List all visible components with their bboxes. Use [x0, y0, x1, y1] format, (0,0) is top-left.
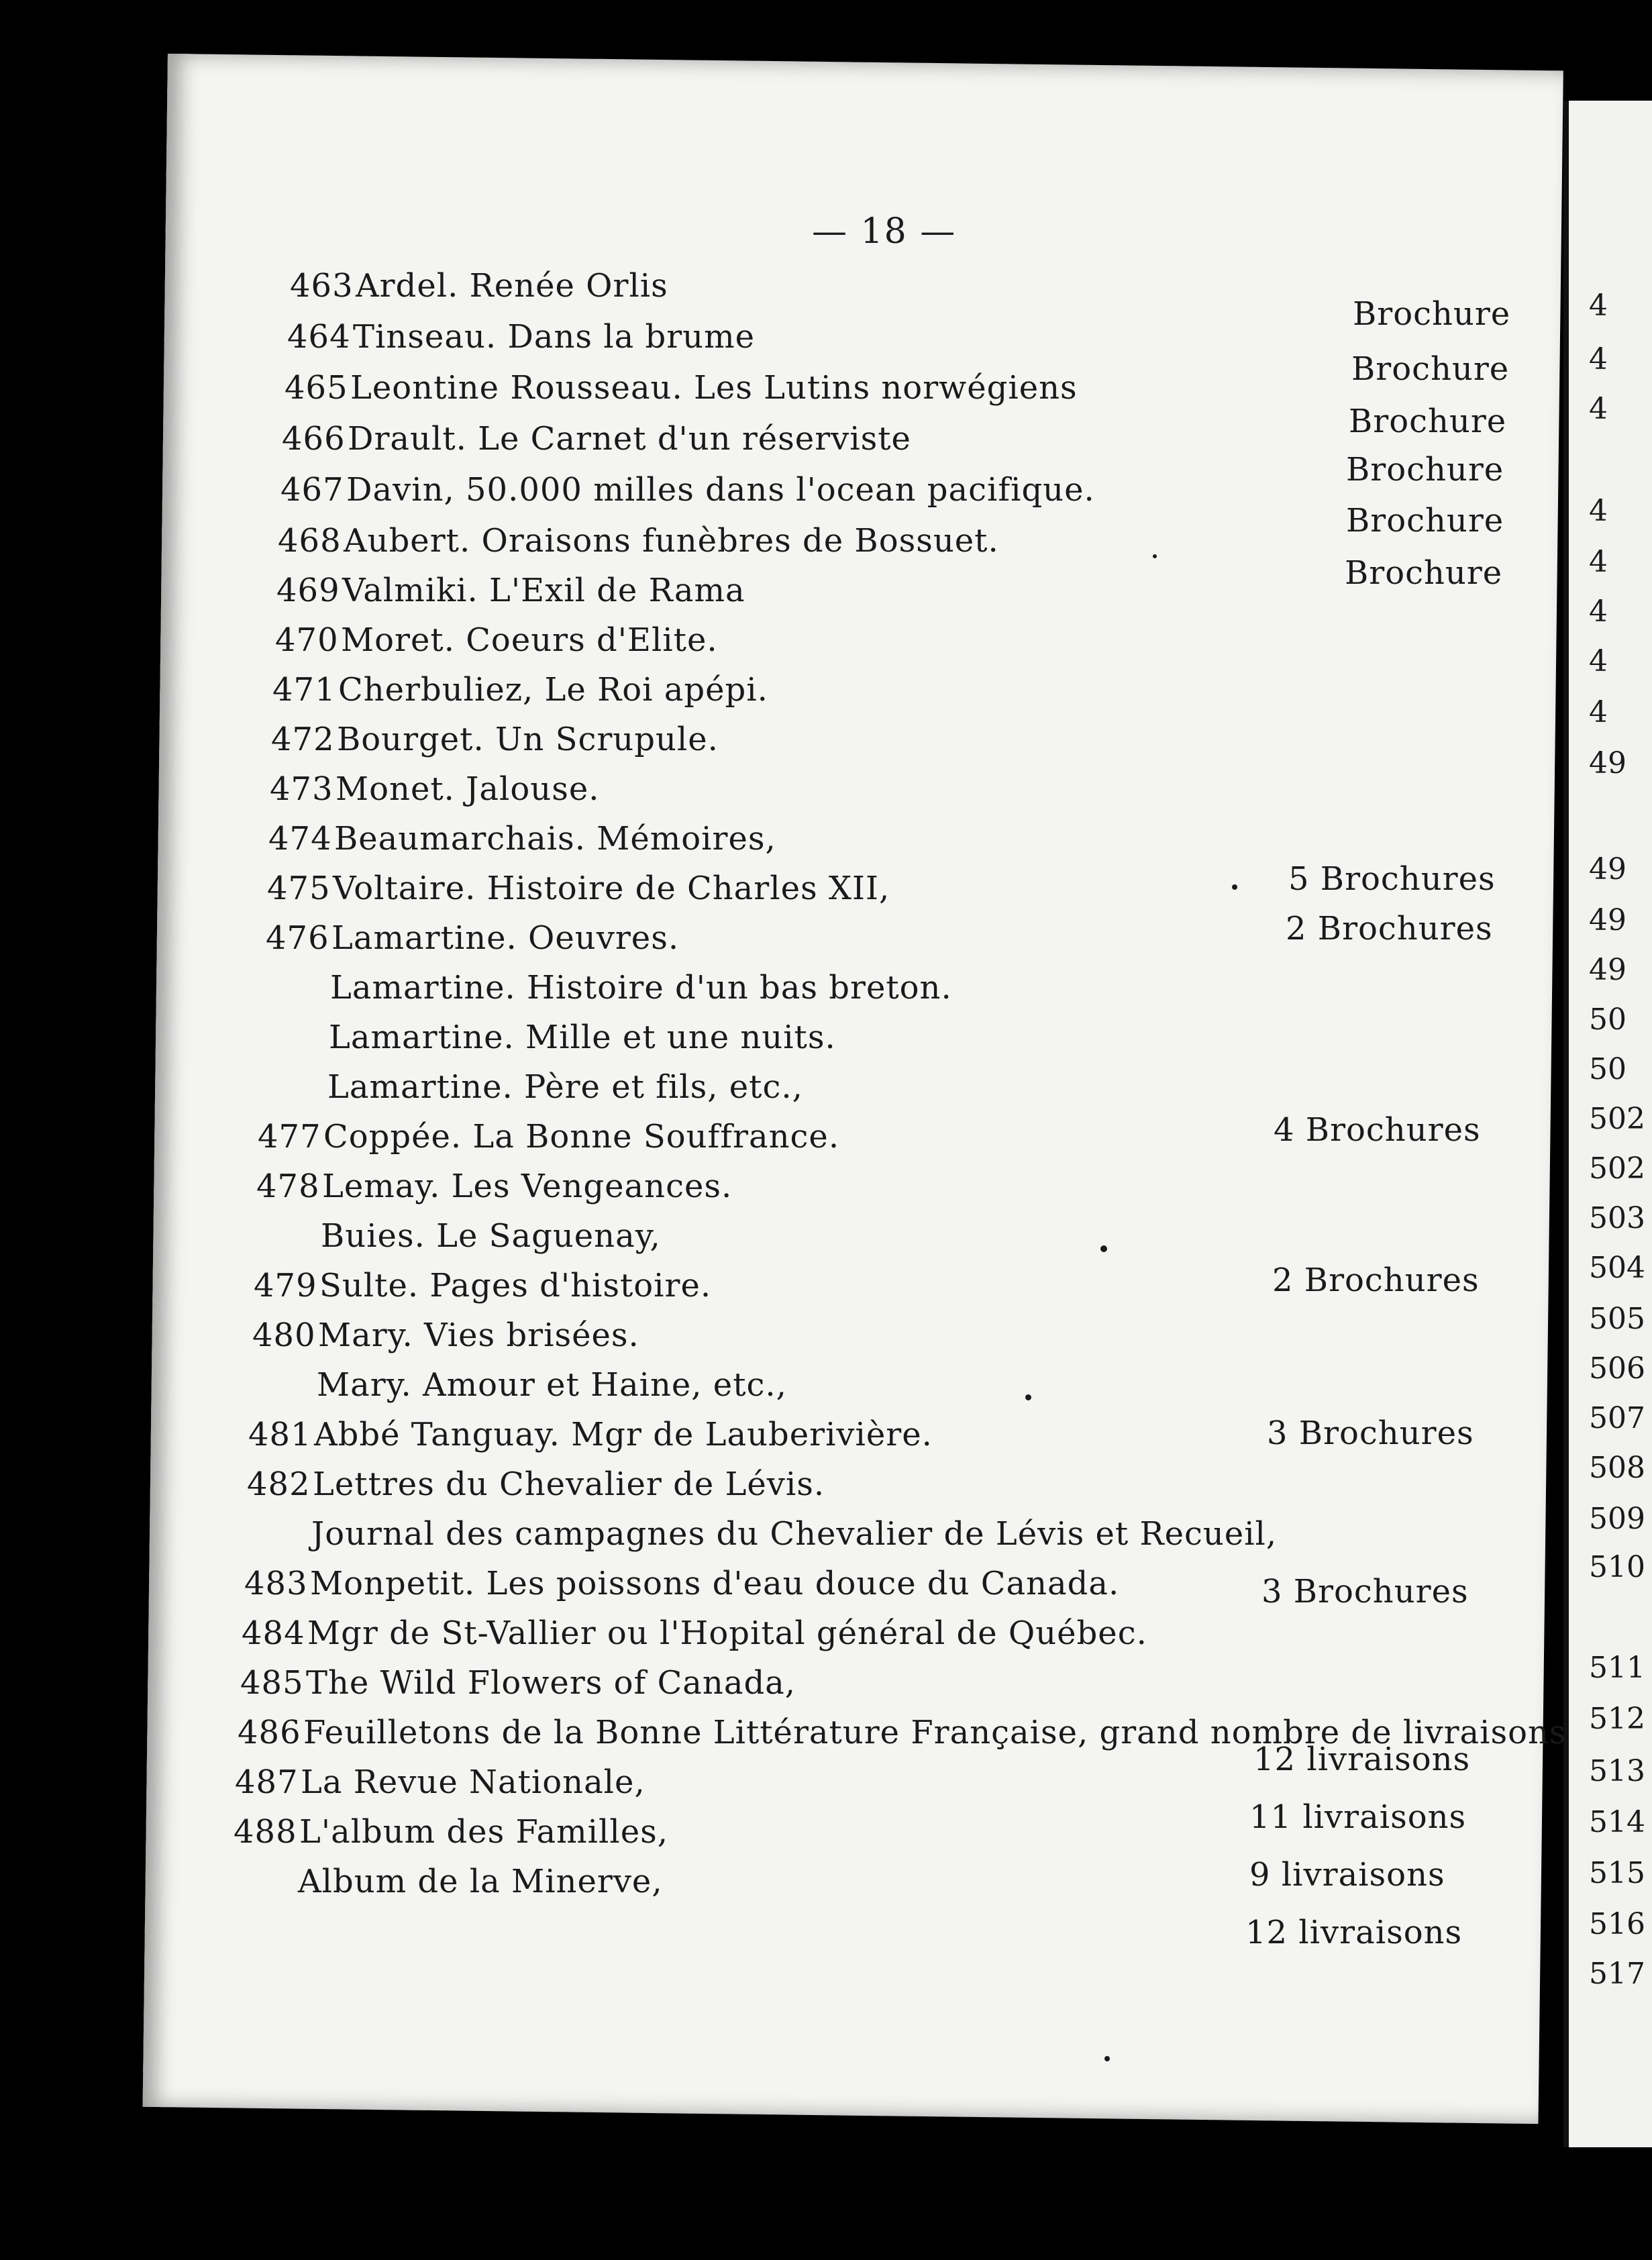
entry-468: 468Aubert. Oraisons funèbres de Bossuet. [278, 522, 999, 560]
quantity-487: 11 livraisons [1249, 1798, 1467, 1836]
margin-number: 515 [1589, 1856, 1645, 1890]
entry-488: 488L'album des Familles, [234, 1813, 669, 1851]
entry-483: 483Monpetit. Les poissons d'eau douce du Canada. [244, 1565, 1120, 1602]
entry-474: 474Beaumarchais. Mémoires, [268, 820, 776, 858]
entry-478-b: Buies. Le Saguenay, [321, 1217, 661, 1255]
entry-485: 485The Wild Flowers of Canada, [240, 1664, 796, 1702]
margin-number: 49 [1589, 953, 1627, 987]
page-number: — 18 — [812, 211, 957, 252]
scan-speck [1100, 1245, 1107, 1252]
quantity-466: Brochure [1346, 451, 1504, 489]
margin-number: 509 [1589, 1502, 1645, 1536]
entry-465: 465Leontine Rousseau. Les Lutins norwégiens [285, 369, 1078, 407]
margin-number: 505 [1589, 1302, 1645, 1336]
margin-number: 49 [1589, 746, 1627, 780]
quantity-478: 2 Brochures [1272, 1262, 1480, 1299]
quantity-474: 5 Brochures [1288, 860, 1496, 898]
quantity-468: Brochure [1345, 554, 1503, 592]
entry-473: 473Monet. Jalouse. [270, 770, 600, 808]
entry-484: 484Mgr de St-Vallier ou l'Hopital général de Québec. [242, 1614, 1147, 1652]
margin-number: 502 [1589, 1102, 1645, 1136]
quantity-480: 3 Brochures [1267, 1415, 1474, 1452]
entry-475: 475Voltaire. Histoire de Charles XII, [267, 870, 890, 907]
entry-463: 463Ardel. Renée Orlis [290, 267, 668, 305]
entry-476-b: Lamartine. Histoire d'un bas breton. [330, 969, 952, 1007]
margin-number: 4 [1589, 545, 1608, 579]
margin-number: 504 [1589, 1251, 1645, 1285]
margin-number: 503 [1589, 1201, 1645, 1235]
scan-speck [1232, 884, 1237, 890]
margin-number: 4 [1589, 595, 1608, 629]
quantity-485: 12 livraisons [1253, 1741, 1471, 1778]
margin-number: 4 [1589, 289, 1608, 323]
scan-speck [1025, 1394, 1031, 1400]
margin-number: 506 [1589, 1351, 1645, 1386]
margin-number: 50 [1589, 1052, 1627, 1086]
entry-482-b: Journal des campagnes du Chevalier de Lévis et Recueil, [311, 1515, 1278, 1553]
entry-487: 487La Revue Nationale, [235, 1763, 646, 1801]
entry-488-b: Album de la Minerve, [298, 1863, 663, 1900]
entry-466: 466Drault. Le Carnet d'un réserviste [282, 420, 911, 458]
entry-479: 479Sulte. Pages d'histoire. [254, 1267, 712, 1304]
margin-number: 514 [1589, 1805, 1645, 1839]
entry-469: 469Valmiki. L'Exil de Rama [276, 572, 745, 609]
quantity-463: Brochure [1353, 295, 1511, 333]
margin-number: 517 [1589, 1957, 1645, 1991]
entry-476-c: Lamartine. Mille et une nuits. [329, 1019, 836, 1056]
margin-number: 4 [1589, 342, 1608, 376]
entry-476-d: Lamartine. Père et fils, etc., [327, 1068, 803, 1106]
entry-471: 471Cherbuliez, Le Roi apépi. [272, 671, 768, 709]
entry-467: 467Davin, 50.000 milles dans l'ocean pacifique. [280, 471, 1095, 509]
quantity-464: Brochure [1351, 350, 1510, 388]
margin-number: 516 [1589, 1907, 1645, 1941]
entry-464: 464Tinseau. Dans la brume [287, 318, 756, 356]
margin-number: 4 [1589, 392, 1608, 426]
entry-476: 476Lamartine. Oeuvres. [266, 919, 680, 957]
entry-480-b: Mary. Amour et Haine, etc., [317, 1366, 787, 1404]
entry-486: 486Feuilletons de la Bonne Littérature Française, grand nombre de livraisons [238, 1714, 1567, 1751]
quantity-488-b: 12 livraisons [1245, 1914, 1463, 1951]
entry-472: 472Bourget. Un Scrupule. [271, 721, 719, 758]
entry-478: 478Lemay. Les Vengeances. [256, 1168, 733, 1205]
margin-number: 507 [1589, 1401, 1645, 1435]
scan-speck [1153, 554, 1157, 558]
margin-number: 511 [1589, 1651, 1645, 1685]
entry-470: 470Moret. Coeurs d'Elite. [275, 621, 718, 659]
quantity-475: 2 Brochures [1286, 910, 1493, 947]
scan-speck [1104, 2056, 1110, 2061]
entry-481: 481Abbé Tanguay. Mgr de Lauberivière. [248, 1416, 933, 1453]
margin-number: 508 [1589, 1451, 1645, 1485]
quantity-476: 4 Brochures [1274, 1111, 1481, 1149]
quantity-488: 9 livraisons [1249, 1856, 1445, 1894]
entry-480: 480Mary. Vies brisées. [252, 1317, 639, 1354]
margin-number: 4 [1589, 494, 1608, 528]
quantity-467: Brochure [1346, 502, 1504, 540]
entry-482: 482Lettres du Chevalier de Lévis. [247, 1466, 825, 1503]
margin-number: 4 [1589, 644, 1608, 678]
margin-number: 4 [1589, 695, 1608, 729]
entry-477: 477Coppée. La Bonne Souffrance. [258, 1118, 840, 1155]
margin-number: 50 [1589, 1003, 1627, 1037]
quantity-465: Brochure [1349, 403, 1507, 440]
quantity-482: 3 Brochures [1261, 1573, 1469, 1610]
margin-number: 513 [1589, 1754, 1645, 1788]
margin-number: 510 [1589, 1550, 1645, 1584]
margin-number: 512 [1589, 1702, 1645, 1736]
margin-number: 49 [1589, 852, 1627, 886]
margin-number: 49 [1589, 903, 1627, 937]
margin-number: 502 [1589, 1151, 1645, 1186]
